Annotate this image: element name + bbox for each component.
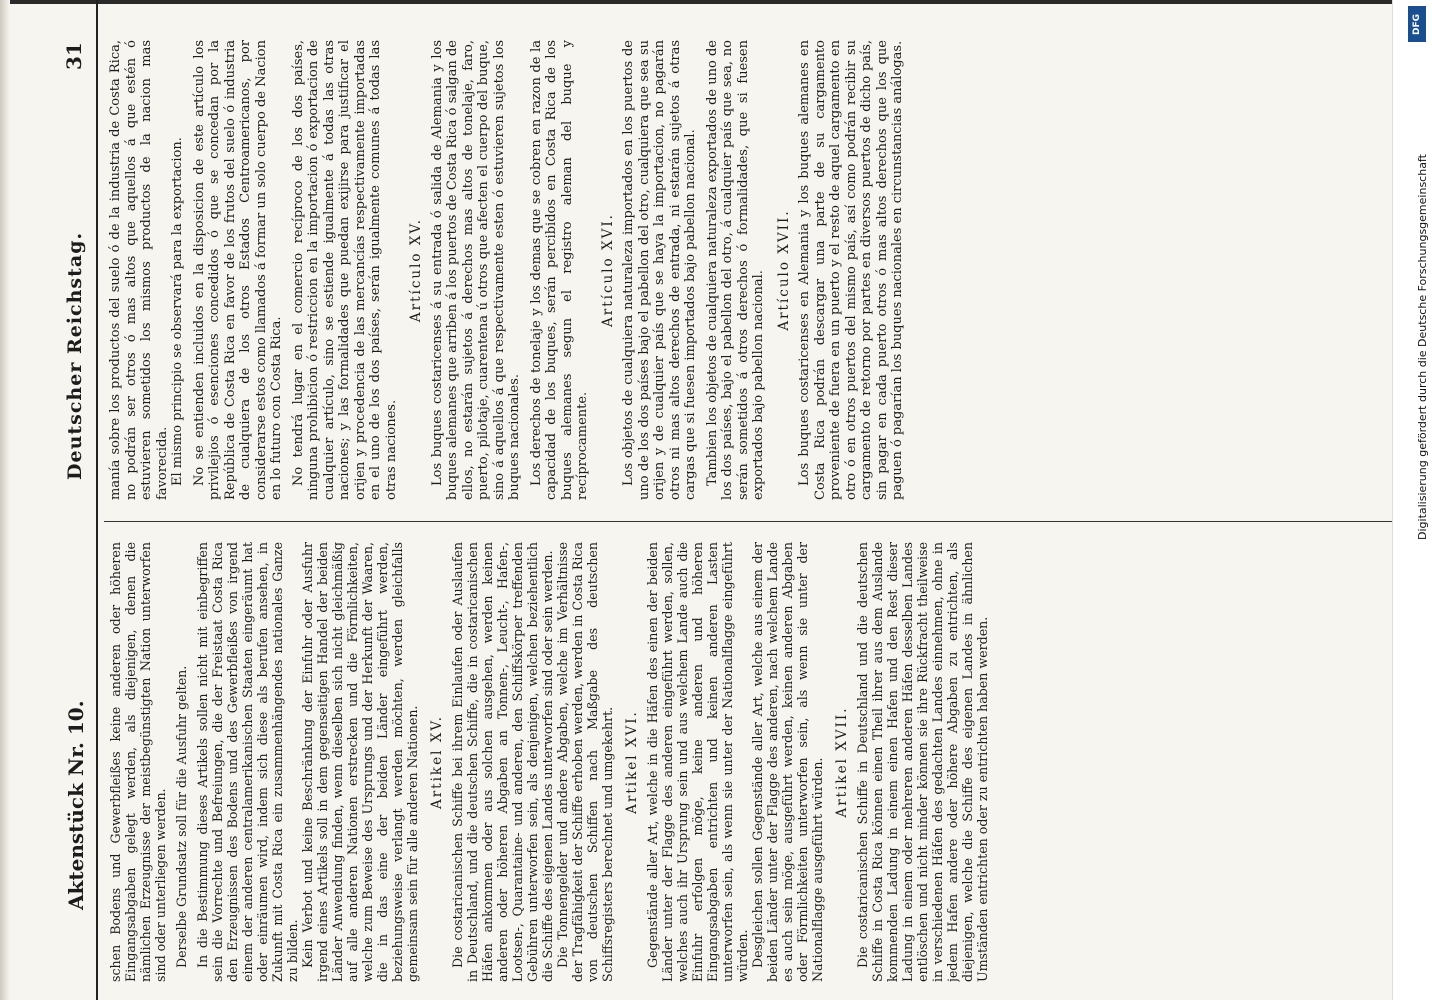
page-number: 31 — [62, 42, 86, 70]
header-rule — [96, 0, 98, 1000]
de-paragraph-4: Kein Verbot und keine Beschränkung der Einfuhr oder Ausfuhr irgend eines Artikels soll in dem gegenseitigen Handel der beiden Länder Anwendung finden, wenn dieselben sich nicht gleichmäßig auf alle anderen Nationen erstrecken und die Förmlichkeiten, welche zum Beweise des Ursprungs und der Herkunft der Waaren, die in das eine der beiden Länder eingeführt werden, beziehungsweise verlangt werden möchten, werden gleichfalls gemeinsam sein für alle anderen Nationen. — [300, 542, 420, 982]
de-paragraph-5: Die costaricanischen Schiffe bei ihrem Einlaufen oder Auslaufen in Deutschland, und die deutschen Schiffe, die in costaricanischen Häfen ankommen oder aus solchen ausgehen, werden keinen anderen oder höheren Abgaben an Tonnen-, Leucht-, Hafen-, Lootsen-, Quarantaine- und anderen, den Schiffskörper treffenden Gebühren unterworfen sein, als denjenigen, welchen beziehentlich die Schiffe des eigenen Landes unterworfen sind oder sein werden. — [450, 542, 555, 982]
es-paragraph-8: Tambien los objetos de cualquiera naturaleza exportados de uno de los dos países, bajo el pabellon del otro, á cualquier país que sea, no serán sometidos á otros derechos ó formalidades, que si fuesen exportados bajo pabellon nacional. — [704, 40, 766, 500]
es-article-16-heading: Artículo XVI. — [599, 213, 616, 327]
es-paragraph-2: El mismo principio se observará para la exportacion. — [170, 137, 185, 486]
es-paragraph-9: Los buques costaricenses en Alemania y los buques alemanes en Costa Rica podrán descargar una parte de su cargamento proveniente de fuera en un puerto y el resto de aquel cargamento en otro ó en otros puertos del mismo país, así como podrán recibir su cargamento de retorno por partes en diversos puertos de dicho país, sin pagar en cada puerto otros ó mas altos derechos que los que paguen ó pagarían los buques nacionales en circunstancias análogas. — [797, 40, 905, 500]
de-paragraph-2: Derselbe Grundsatz soll für die Ausfuhr gelten. — [174, 665, 189, 968]
rotated-document-sheet — [60, 0, 1420, 1000]
de-paragraph-6: Die Tonnengelder und andere Abgaben, welche im Verhältnisse der Tragfähigkeit der Schiffe erhoben werden, werden in Costa Rica von deutschen Schiffen nach Maßgabe des deutschen Schiffsregisters berechnet und umgekehrt. — [555, 542, 615, 982]
header-center-title: Aktenstück Nr. 10. — [64, 700, 88, 910]
de-paragraph-3: In die Bestimmung dieses Artikels sollen nicht mit einbegriffen sein die Vorrechte und Befreiungen, die der Freistaat Costa Rica den Erzeugnissen des Bodens und des Gewerbfleißes von irgend einem der anderen centralamerikanischen Staaten eingeräumt hat oder einräumen wird, indem sich diese als berufen ansehen, in Zukunft mit Costa Rica ein zusammenhängendes nationales Ganze zu bilden. — [195, 542, 300, 982]
de-article-15-heading: Artikel XV. — [429, 715, 445, 810]
spanish-column — [108, 40, 1398, 500]
es-article-17-heading: Artículo XVII. — [775, 209, 792, 331]
de-article-17-heading: Artikel XVII. — [834, 706, 850, 818]
de-article-16-heading: Artikel XVI. — [624, 710, 640, 814]
header-left-title: Deutscher Reichstag. — [64, 231, 86, 480]
binding-shadow — [0, 0, 10, 1000]
german-column — [108, 542, 1398, 982]
column-divider — [104, 521, 1404, 522]
es-paragraph-6: Los derechos de tonelaje y los demas que se cobren en razon de la capacidad de los buques, serán percibidos en Costa Rica de los buques alemanes segun el registro aleman del buque y recíprocamente. — [528, 40, 590, 500]
de-paragraph-9: Die costaricanischen Schiffe in Deutschland und die deutschen Schiffe in Costa Rica können einen Theil ihrer aus dem Auslande kommenden Ladung in einem einen Hafen und den Rest dieser Ladung in einem oder mehreren anderen Häfen desselben Landes entlöschen und nicht minder können sie ihre Rückfracht theilweise in verschiedenen Häfen des gedachten Landes einnehmen, ohne in jedem Hafen andere oder höhere Abgaben zu entrichten, als diejenigen, welche die Schiffe des eigenen Landes in ähnlichen Umständen entrichten oder zu entrichten haben werden. — [855, 542, 990, 982]
es-paragraph-3: No se entienden incluidos en la disposicion de este artículo los privilejios ó esenciones concedidos ó que se concedan por la República de Costa Rica en favor de los frutos del suelo ó industria de cualquiera de los otros Estados Centroamericanos, por considerarse estos como llamados á formar un solo cuerpo de Nacion en lo futuro con Costa Rica. — [191, 40, 284, 500]
page-header — [60, 0, 96, 1000]
es-paragraph-7: Los objetos de cualquiera naturaleza importados en los puertos de uno de los dos países bajo el pabellon del otro, cualquiera que sea su orijen y de cualquier país que se haya la importacion, no pagarán otros ni mas altos derechos de entrada, ni estarán sujetos á otras cargas que si fuesen importados bajo pabellon nacional. — [621, 40, 698, 500]
de-paragraph-1: schen Bodens und Gewerbfleißes keine anderen oder höheren Eingangsabgaben gelegt werden, als diejenigen, denen die nämlichen Erzeugnisse der meistbegünstigten Nation unterworfen sind oder unterliegen werden. — [108, 542, 168, 982]
es-paragraph-1: manía sobre los productos del suelo ó de la industria de Costa Rica, no podrán ser otros ó mas altos que aquellos á que estén ó estuvieren sometidos los mismos productos de la nacion mas favorecida. — [108, 40, 170, 500]
de-paragraph-7: Gegenstände aller Art, welche in die Häfen des einen der beiden Länder unter der Flagge des anderen eingeführt werden, sollen, welches auch ihr Ursprung sein und aus welchem Lande auch die Einfuhr erfolgen möge, keine anderen und höheren Eingangsabgaben entrichten und keinen anderen Lasten unterworfen sein, als wenn sie unter der Nationalflagge eingeführt würden. — [645, 542, 750, 982]
de-paragraph-8: Desgleichen sollen Gegenstände aller Art, welche aus einem der beiden Länder unter der Flagge des anderen, nach welchem Lande es auch sein möge, ausgeführt werden, keinen anderen Abgaben oder Förmlichkeiten unterworfen sein, als wenn sie unter der Nationalflagge ausgeführt würden. — [750, 542, 825, 982]
es-article-15-heading: Artículo XV. — [408, 217, 424, 323]
es-paragraph-4: No tendrá lugar en el comercio recíproco de los dos países, ninguna prohibicion ó restriccion en la importacion ó exportacion de cualquier artículo, sino se estiende igualmente á todas las otras naciones; y las formalidades que puedan exijirse para justificar el orijen y procedencia de las mercancías respectivamente importadas en el uno de los dos países, serán igualmente comunes á todas las otras naciones. — [290, 40, 399, 500]
dfg-logo: DFG — [1408, 6, 1426, 42]
es-paragraph-5: Los buques costaricenses á su entrada ó salida de Alemania y los buques alemanes que arriben á los puertos de Costa Rica ó salgan de ellos, no estarán sujetos á derechos mas altos de tonelaje, faro, puerto, pilotaje, cuarentena ú otros que afecten el cuerpo del buque, sino á aquellos á que respectivamente esten ó estuvieren sujetos los buques nacionales. — [429, 40, 522, 500]
digitization-credit: Digitalisierung gefördert durch die Deutsche Forschungsgemeinschaft — [1416, 154, 1429, 540]
